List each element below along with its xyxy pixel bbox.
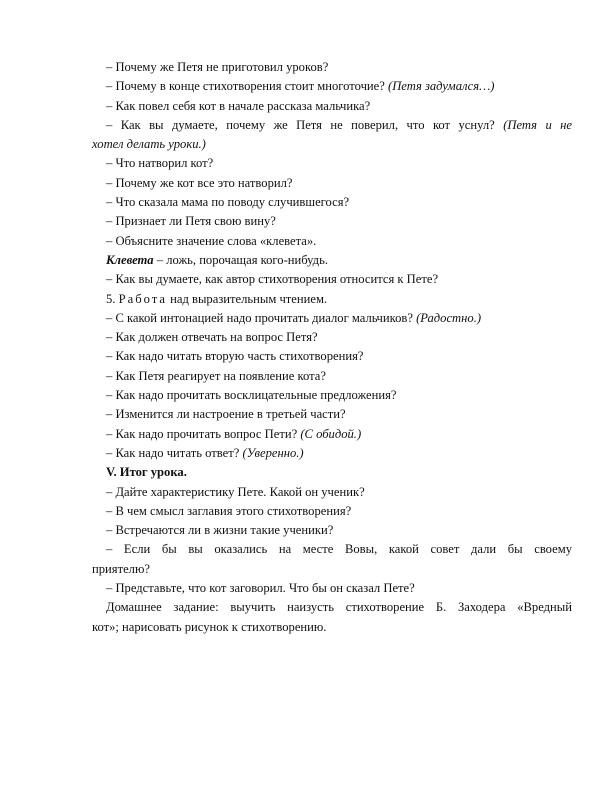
question-line: – Дайте характеристику Пете. Какой он ученик? — [106, 484, 365, 499]
question-line: – С какой интонацией надо прочитать диалог мальчиков? (Радостно.) — [106, 310, 482, 325]
question-line: – Как надо читать ответ? (Уверенно.) — [106, 445, 304, 460]
section-heading: V. Итог урока. — [106, 465, 187, 480]
question-line: – Объясните значение слова «клевета». — [106, 233, 317, 248]
question-line: – Признает ли Петя свою вину? — [106, 214, 276, 229]
question-line: – Что сказала мама по поводу случившегося? — [106, 195, 350, 210]
question-line: – Как вы думаете, как автор стихотворения относится к Пете? — [106, 272, 439, 287]
section-heading: 5. Работа над выразительным чтением. — [106, 291, 328, 306]
question-line: – Что натворил кот? — [106, 156, 214, 171]
question-line-continuation: хотел делать уроки.) — [92, 137, 206, 152]
question-line: – Встречаются ли в жизни такие ученики? — [106, 523, 334, 538]
question-line: – Как надо прочитать восклицательные предложения? — [106, 388, 397, 403]
homework-line-continuation: кот»; нарисовать рисунок к стихотворению. — [92, 619, 327, 634]
question-line: – Как должен отвечать на вопрос Петя? — [106, 330, 318, 345]
question-line-continuation: приятелю? — [92, 561, 150, 576]
question-line: – Как надо читать вторую часть стихотворения? — [106, 349, 364, 364]
question-line: – Как повел себя кот в начале рассказа мальчика? — [106, 98, 371, 113]
question-line: – Почему в конце стихотворения стоит многоточие? (Петя задумался…) — [106, 79, 495, 94]
question-line: – Изменится ли настроение в третьей части? — [106, 407, 346, 422]
question-line: – Представьте, что кот заговорил. Что бы он сказал Пете? — [106, 581, 415, 596]
question-line: – Почему же Петя не приготовил уроков? — [106, 60, 329, 74]
question-line: – Почему же кот все это натворил? — [106, 175, 293, 190]
question-line: – Если бы вы оказались на месте Вовы, какой совет дали бы своему — [106, 542, 572, 557]
homework-line: Домашнее задание: выучить наизусть стихотворение Б. Заходера «Вредный — [106, 600, 572, 615]
definition-line: Клевета – ложь, порочащая кого-нибудь. — [106, 252, 328, 267]
question-line: – Как надо прочитать вопрос Пети? (С обидой.) — [106, 426, 362, 441]
lesson-text — [92, 58, 573, 637]
question-line: – Как Петя реагирует на появление кота? — [106, 368, 326, 383]
question-line: – Как вы думаете, почему же Петя не поверил, что кот уснул? (Петя и не — [106, 117, 573, 132]
question-line: – В чем смысл заглавия этого стихотворения? — [106, 503, 352, 518]
